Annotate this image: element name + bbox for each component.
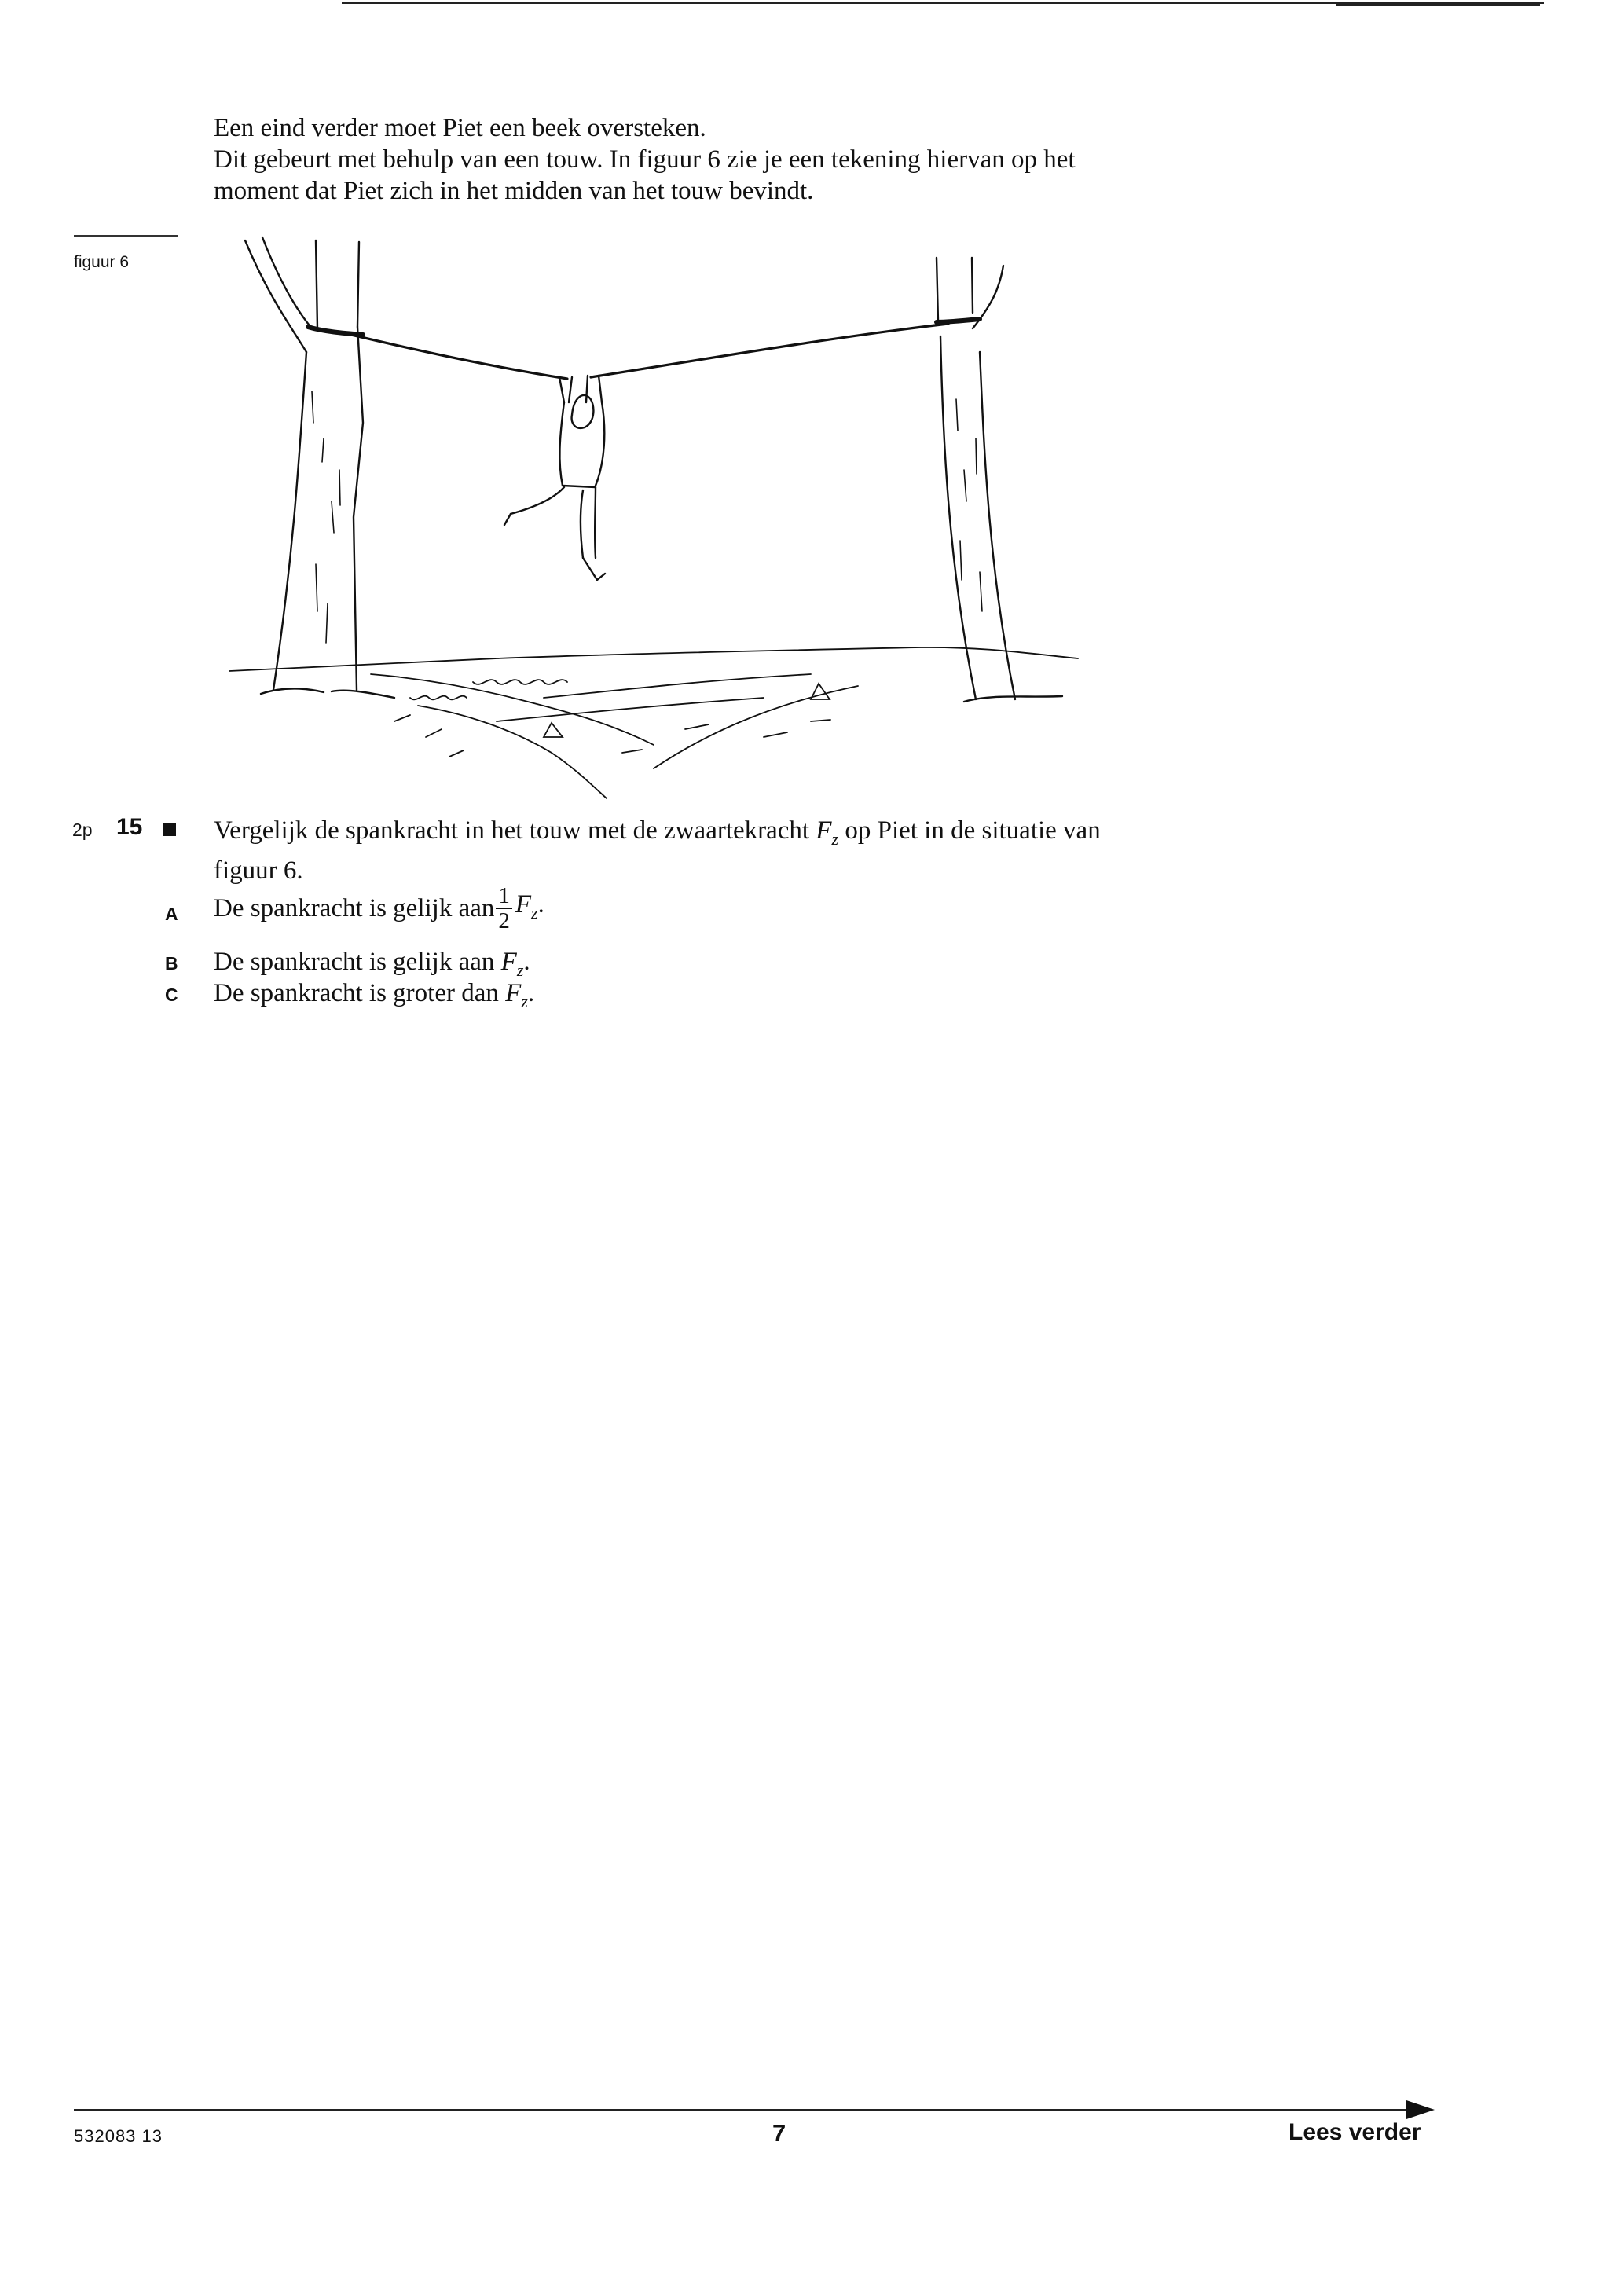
option-c-text: De spankracht is groter dan $F_z$.: [214, 979, 535, 1011]
footer-rule: [74, 2109, 1417, 2111]
question-line-2: figuur 6.: [214, 856, 303, 885]
top-rule-accent: [1336, 3, 1540, 6]
question-number: 15: [116, 814, 143, 840]
option-a-text: De spankracht is gelijk aan $\frac{1}{2}$ $F_z$.: [214, 883, 544, 933]
force-subscript: z: [831, 829, 839, 849]
figure-label: figuur 6: [74, 253, 130, 271]
question-text: [214, 815, 1345, 886]
intro-line-1: Een eind verder moet Piet een beek oversteken.: [214, 114, 706, 142]
fraction-one-half: $\frac{1}{2}$: [496, 884, 512, 933]
intro-line-2: Dit gebeurt met behulp van een touw. In figuur 6 zie je een tekening hiervan op het: [214, 145, 1076, 174]
footer-page-number: 7: [772, 2119, 786, 2147]
rope: [308, 319, 980, 379]
right-tree: [937, 258, 1062, 702]
footer-arrow-icon: [1406, 2100, 1435, 2119]
figure-6-illustration: [214, 234, 1086, 800]
force-symbol: F: [816, 816, 832, 845]
footer-exam-code: 532083 13: [74, 2126, 163, 2146]
option-a-letter: A: [165, 904, 178, 924]
intro-line-3: moment dat Piet zich in het midden van het touw bevindt.: [214, 177, 814, 205]
option-b-letter: B: [165, 953, 178, 974]
question-line-1: Vergelijk de spankracht in het touw met de zwaartekracht $F_z$ op Piet in de situatie van: [214, 816, 1101, 849]
option-c-letter: C: [165, 985, 178, 1005]
intro-text: [214, 112, 1329, 207]
question-marker-icon: [163, 823, 176, 836]
person-hanging: [504, 376, 605, 580]
figure-label-rule: [74, 235, 178, 237]
question-points: 2p: [72, 820, 93, 840]
option-b-text: De spankracht is gelijk aan $F_z$.: [214, 948, 530, 980]
left-tree: [245, 237, 394, 698]
footer-continue-label: Lees verder: [1289, 2119, 1421, 2145]
